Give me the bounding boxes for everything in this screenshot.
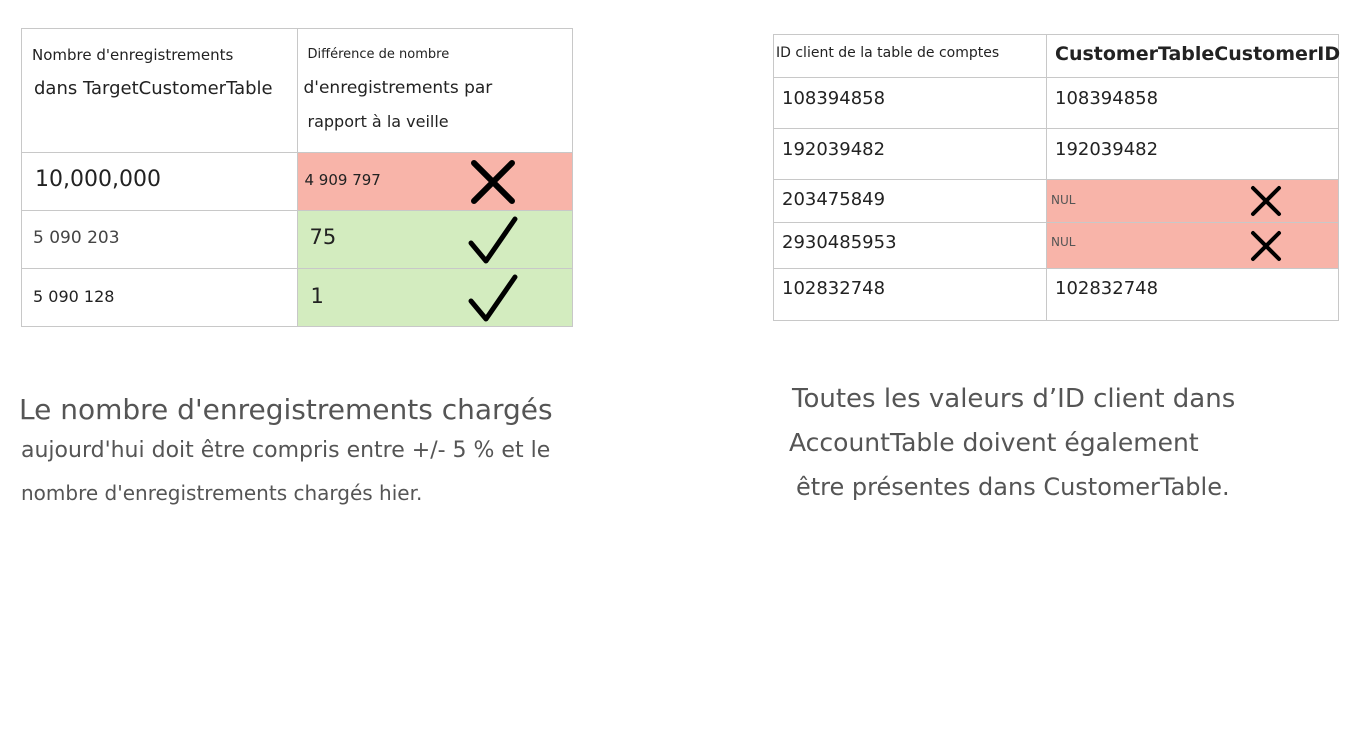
table-row bbox=[774, 129, 1339, 180]
checkmark-icon bbox=[466, 213, 520, 267]
account-id-cell bbox=[774, 78, 1047, 129]
caption-line: nombre d'enregistrements chargés hier. bbox=[21, 481, 423, 505]
customer-id-cell bbox=[1047, 223, 1339, 269]
record-count-value: 5 090 128 bbox=[33, 287, 115, 306]
header-cell-record-count bbox=[22, 29, 298, 153]
difference-cell bbox=[297, 269, 573, 327]
difference-cell bbox=[297, 211, 573, 269]
caption-line: Le nombre d'enregistrements chargés bbox=[19, 393, 553, 426]
table-row bbox=[22, 153, 573, 211]
account-id-value: 192039482 bbox=[782, 139, 886, 160]
table-row bbox=[774, 223, 1339, 269]
table-row bbox=[22, 211, 573, 269]
customer-id-cell bbox=[1047, 78, 1339, 129]
table-header-row bbox=[774, 35, 1339, 78]
caption-line: être présentes dans CustomerTable. bbox=[796, 473, 1230, 501]
customer-id-cell bbox=[1047, 129, 1339, 180]
header-label: CustomerTableCustomerID bbox=[1055, 43, 1341, 65]
record-count-cell bbox=[22, 211, 298, 269]
record-count-table bbox=[21, 28, 573, 327]
x-mark-icon bbox=[1247, 182, 1285, 220]
difference-value: 1 bbox=[310, 284, 324, 308]
table-row bbox=[774, 180, 1339, 223]
account-id-value: 203475849 bbox=[782, 189, 886, 210]
x-mark-icon bbox=[466, 155, 520, 209]
header-label: ID client de la table de comptes bbox=[776, 45, 1000, 61]
customer-id-value: 102832748 bbox=[1055, 278, 1159, 299]
header-line: d'enregistrements par bbox=[303, 78, 493, 98]
header-line: dans TargetCustomerTable bbox=[34, 78, 273, 99]
account-id-value: 102832748 bbox=[782, 278, 886, 299]
customer-id-value: NUL bbox=[1051, 193, 1076, 207]
caption-line: Toutes les valeurs d’ID client dans bbox=[792, 384, 1236, 414]
customer-id-cell bbox=[1047, 180, 1339, 223]
account-id-value: 108394858 bbox=[782, 88, 886, 109]
difference-cell bbox=[297, 153, 573, 211]
record-count-cell bbox=[22, 153, 298, 211]
header-line: Nombre d'enregistrements bbox=[32, 46, 234, 64]
difference-value: 4 909 797 bbox=[304, 171, 381, 189]
x-mark-icon bbox=[1247, 227, 1285, 265]
account-id-cell bbox=[774, 129, 1047, 180]
account-id-cell bbox=[774, 180, 1047, 223]
customer-id-table bbox=[773, 34, 1339, 321]
caption-line: aujourd'hui doit être compris entre +/- 5 % et le bbox=[21, 438, 551, 463]
customer-id-value: 108394858 bbox=[1055, 88, 1159, 109]
customer-id-cell bbox=[1047, 269, 1339, 321]
customer-id-value: NUL bbox=[1051, 235, 1076, 249]
table-row bbox=[774, 269, 1339, 321]
header-cell-customer-id bbox=[1047, 35, 1339, 78]
table-row bbox=[774, 78, 1339, 129]
account-id-cell bbox=[774, 269, 1047, 321]
customer-id-value: 192039482 bbox=[1055, 139, 1159, 160]
header-line: Différence de nombre bbox=[307, 47, 450, 62]
caption-line: AccountTable doivent également bbox=[789, 428, 1199, 457]
record-count-value: 5 090 203 bbox=[33, 228, 120, 248]
difference-value: 75 bbox=[309, 225, 337, 249]
account-id-cell bbox=[774, 223, 1047, 269]
header-cell-difference bbox=[297, 29, 573, 153]
table-header-row bbox=[22, 29, 573, 153]
account-id-value: 2930485953 bbox=[782, 232, 897, 253]
header-cell-account-id bbox=[774, 35, 1047, 78]
table-row bbox=[22, 269, 573, 327]
record-count-value: 10,000,000 bbox=[35, 167, 161, 192]
record-count-cell bbox=[22, 269, 298, 327]
header-line: rapport à la veille bbox=[307, 112, 449, 131]
checkmark-icon bbox=[466, 271, 520, 325]
